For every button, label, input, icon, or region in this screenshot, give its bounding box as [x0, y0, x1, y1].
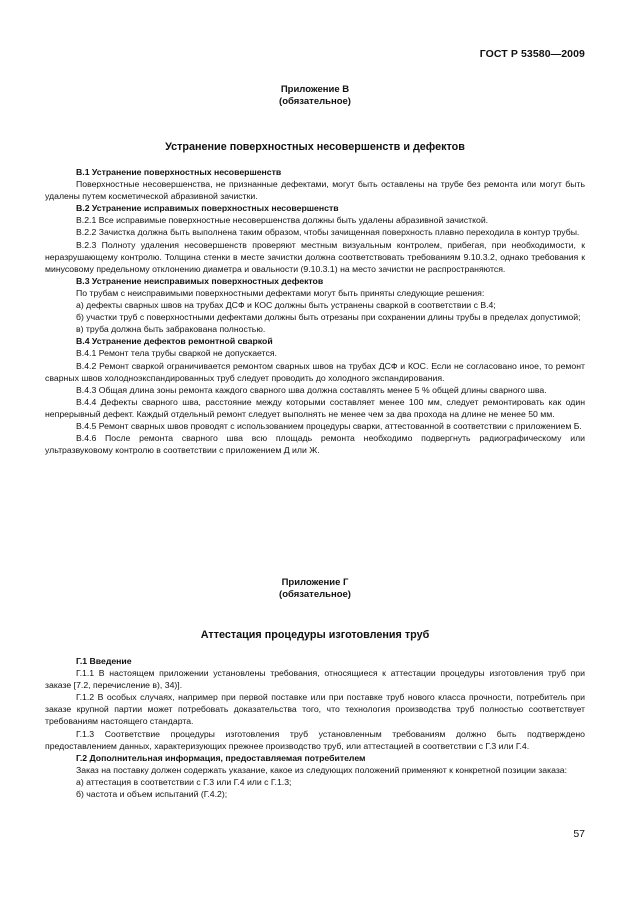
annex-g-heading: Аттестация процедуры изготовления труб [200, 629, 430, 641]
paragraph: В.2.2 Зачистка должна быть выполнена таким образом, чтобы зачищенная поверхность плавно переходила в контур трубы. [76, 227, 580, 238]
paragraph: В.2.3 Полноту удаления несовершенств проверяют местным визуальным контролем, прибегая, при необходимости, к неразрушающему контролю. Толщина стенки в месте зачистки должна соответствовать требованиям 9.10.3.2, однако требования к минусовому предельному отклонению диаметра и овальности (9.10.3.1) на место зачистки не распространяются. [45, 239, 585, 274]
paragraph: б) участки труб с поверхностными дефектами должны быть отрезаны при сохранении длины трубы в пределах допустимой; [76, 312, 581, 323]
paragraph: По трубам с неисправимыми поверхностными дефектами могут быть приняты следующие решения: [76, 287, 485, 298]
paragraph: а) дефекты сварных швов на трубах ДСФ и КОС должны быть устранены сваркой в соответствии с В.4; [76, 300, 496, 311]
paragraph: Г.2 Дополнительная информация, предоставляемая потребителем [76, 752, 366, 763]
annex-g-title-line2: (обязательное) [279, 589, 351, 600]
annex-g-body [45, 655, 585, 800]
paragraph: В.1 Устранение поверхностных несовершенств [76, 167, 282, 177]
paragraph: В.4.6 После ремонта сварного шва всю площадь ремонта необходимо подвергнуть радиографическому или ультразвуковому контролю в соответствии с приложением Д или Ж. [45, 433, 585, 456]
annex-b-title-line1: Приложение В [280, 84, 350, 95]
paragraph: Г.1.2 В особых случаях, например при первой поставке или при поставке труб нового класса прочности, потребитель при заказе крупной партии может потребовать доказательства того, что технология производства труб полностью соответствует требованиям настоящего стандарта. [45, 692, 585, 727]
paragraph: а) аттестация в соответствии с Г.3 или Г.4 или с Г.1.3; [76, 776, 292, 787]
paragraph: В.4.5 Ремонт сварных швов проводят с использованием процедуры сварки, аттестованной в соответствии с приложением Б. [76, 420, 582, 431]
annex-g-title-line1: Приложение Г [281, 577, 349, 588]
paragraph: В.3 Устранение неисправимых поверхностных дефектов [76, 275, 324, 286]
page-number: 57 [573, 828, 585, 840]
annex-b-body [45, 166, 585, 456]
paragraph: В.2.1 Все исправимые поверхностные несовершенства должны быть удалены абразивной зачисткой. [76, 215, 489, 226]
paragraph: Заказ на поставку должен содержать указание, какое из следующих положений применяют к конкретной позиции заказа: [76, 764, 568, 775]
paragraph: В.4.2 Ремонт сваркой ограничивается ремонтом сварных швов на трубах ДСФ и КОС. Если не согласовано иное, то ремонт сварных швов холодноэкспандированных труб следует проводить до холодного экспандирования. [45, 360, 585, 383]
paragraph: Г.1.1 В настоящем приложении установлены требования, относящиеся к аттестации процедуры изготовления труб при заказе [7.2, перечисление в), 34)]. [45, 668, 585, 691]
document-id: ГОСТ Р 53580—2009 [479, 48, 585, 60]
paragraph: В.4.4 Дефекты сварного шва, расстояние между которыми составляет менее 100 мм, следует ремонтировать как один непрерывный дефект. Каждый отдельный ремонт следует выполнять не менее чем за два прохода на длине не менее 50 мм. [45, 396, 585, 419]
annex-b-title-line2: (обязательное) [279, 96, 351, 107]
annex-b-title [45, 84, 585, 108]
paragraph: в) труба должна быть забракована полностью. [76, 324, 266, 335]
paragraph: В.4.1 Ремонт тела трубы сваркой не допускается. [76, 348, 277, 359]
annex-b-heading: Устранение поверхностных несовершенств и дефектов [165, 141, 465, 153]
paragraph: В.4.3 Общая длина зоны ремонта каждого сварного шва должна составлять менее 5 % общей длины сварного шва. [76, 384, 547, 395]
paragraph: Поверхностные несовершенства, не признанные дефектами, могут быть оставлены на трубе без ремонта или могут быть удалены путем косметической абразивной зачистки. [45, 179, 585, 202]
paragraph: Г.1.3 Соответствие процедуры изготовления труб установленным требованиям должно быть подтверждено предоставлением данных, характеризующих прежнее производство труб, или аттестацией в соответствии с Г.3 или Г.4. [45, 728, 585, 751]
paragraph: Г.1 Введение [76, 656, 132, 666]
paragraph: В.4 Устранение дефектов ремонтной сваркой [76, 336, 273, 347]
paragraph: В.2 Устранение исправимых поверхностных несовершенств [76, 203, 339, 214]
annex-g-title [45, 577, 585, 601]
paragraph: б) частота и объем испытаний (Г.4.2); [76, 789, 228, 800]
